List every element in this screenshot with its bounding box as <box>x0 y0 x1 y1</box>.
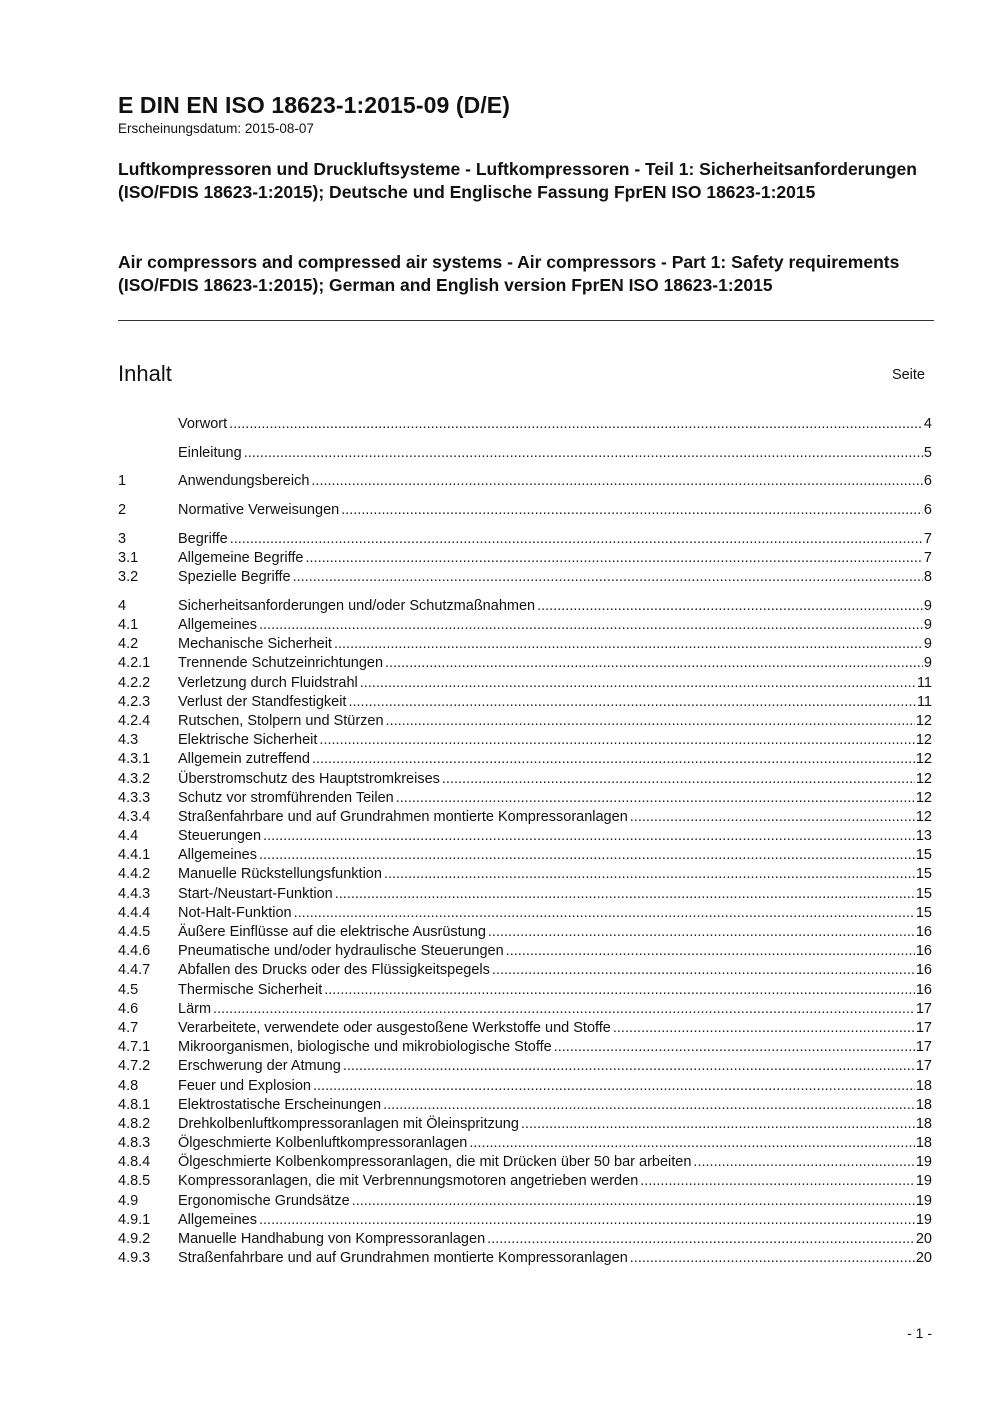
toc-dot-leader <box>442 770 915 789</box>
toc-dot-leader <box>229 415 923 434</box>
toc-entry[interactable] <box>118 693 932 712</box>
toc-entry-line <box>178 923 915 942</box>
toc-heading: Inhalt <box>118 361 172 386</box>
footer-page-number: - 1 - <box>907 1325 932 1341</box>
toc-entry-number: 4.4.7 <box>118 962 151 979</box>
toc-entry-page: 13 <box>915 828 932 845</box>
toc-entry-page: 4 <box>923 416 932 432</box>
toc-entry-title: Begriffe <box>178 530 228 547</box>
toc-entry-title: Trennende Schutzeinrichtungen <box>178 655 384 672</box>
toc-entry-title: Mikroorganismen, biologische und mikrobiologische Stoffe <box>178 1039 552 1056</box>
toc-entry-number: 4.5 <box>118 981 139 998</box>
toc-entry-number: 4.2 <box>118 636 139 653</box>
toc-entry[interactable] <box>118 597 932 616</box>
toc-entry-line <box>178 1230 915 1249</box>
toc-entry-page: 9 <box>923 655 932 672</box>
toc-entry-number: 2 <box>118 502 127 519</box>
toc-entry-title: Erschwerung der Atmung <box>178 1058 341 1075</box>
toc-entry-page: 16 <box>915 924 932 940</box>
toc-entry[interactable] <box>118 731 932 750</box>
toc-dot-leader <box>213 1000 915 1019</box>
toc-entry-page: 16 <box>915 981 932 998</box>
toc-entry-title: Manuelle Rückstellungsfunktion <box>178 866 382 883</box>
toc-entry-line <box>178 808 915 827</box>
toc-entry-number: 4.7.2 <box>118 1058 151 1075</box>
toc-entry-page: 18 <box>915 1096 932 1113</box>
toc-entry[interactable] <box>118 1249 932 1268</box>
toc-entry-number: 4.3.1 <box>118 751 151 768</box>
toc-entry-number: 4.3.4 <box>118 808 151 825</box>
toc-entry-number: 4.9.2 <box>118 1231 151 1247</box>
toc-entry-number: 4.2.3 <box>118 693 151 710</box>
toc-entry-page: 15 <box>915 885 932 902</box>
toc-entry-page: 16 <box>915 943 932 960</box>
toc-entry[interactable] <box>118 654 932 673</box>
toc-entry[interactable] <box>118 808 932 827</box>
toc-entry-number: 1 <box>118 473 127 490</box>
toc-entry-line <box>178 530 923 549</box>
toc-entry-title: Anwendungsbereich <box>178 473 310 490</box>
publication-date: Erscheinungsdatum: 2015-08-07 <box>118 121 314 136</box>
toc-entry-line <box>178 1211 915 1230</box>
toc-entry-title: Start-/Neustart-Funktion <box>178 885 333 902</box>
toc-dot-leader <box>263 827 915 846</box>
toc-entry[interactable] <box>118 846 932 865</box>
toc-entry-number: 4.2.1 <box>118 655 151 672</box>
toc-entry-number: 4.3.2 <box>118 770 151 787</box>
toc-entry-line <box>178 654 923 673</box>
toc-dot-leader <box>259 846 915 865</box>
toc-entry-line <box>178 885 915 904</box>
toc-entry[interactable] <box>118 1096 932 1115</box>
toc-entry-number: 4.4.4 <box>118 904 151 921</box>
toc-entry-number: 4.8.3 <box>118 1135 151 1152</box>
toc-entry-line <box>178 568 923 587</box>
toc-entry-page: 15 <box>915 904 932 921</box>
toc-dot-leader <box>259 616 923 635</box>
toc-entry-page: 12 <box>915 732 932 749</box>
toc-entry[interactable] <box>118 981 932 1000</box>
toc-dot-leader <box>640 1172 915 1191</box>
toc-entry-page: 19 <box>915 1211 932 1228</box>
toc-entry-title: Drehkolbenluftkompressoranlagen mit Öleinspritzung <box>178 1115 519 1132</box>
toc-entry-page: 5 <box>923 444 932 461</box>
toc-entry-line <box>178 1153 915 1172</box>
toc-entry-line <box>178 444 923 463</box>
toc-entry[interactable] <box>118 923 932 942</box>
toc-entry[interactable] <box>118 1230 932 1249</box>
toc-entry[interactable] <box>118 1038 932 1057</box>
toc-entry-title: Abfallen des Drucks oder des Flüssigkeitspegels <box>178 962 490 979</box>
toc-entry-number: 4.1 <box>118 617 139 633</box>
toc-entry-page: 7 <box>923 530 932 547</box>
toc-dot-leader <box>360 674 916 693</box>
toc-entry-page: 15 <box>915 847 932 864</box>
toc-entry-page: 11 <box>916 693 932 710</box>
toc-dot-leader <box>312 750 915 769</box>
toc-entry-title: Ölgeschmierte Kolbenluftkompressoranlagen <box>178 1135 468 1152</box>
toc-entry-title: Ergonomische Grundsätze <box>178 1192 350 1209</box>
toc-entry-title: Verarbeitete, verwendete oder ausgestoßene Werkstoffe und Stoffe <box>178 1019 611 1036</box>
table-of-contents <box>118 415 932 1268</box>
toc-entry[interactable] <box>118 415 932 434</box>
toc-entry-line <box>178 1077 915 1096</box>
toc-entry-title: Thermische Sicherheit <box>178 981 323 998</box>
toc-entry[interactable] <box>118 1019 932 1038</box>
toc-entry[interactable] <box>118 1115 932 1134</box>
toc-entry-number: 3 <box>118 530 127 547</box>
title-english: Air compressors and compressed air systems - Air compressors - Part 1: Safety requirements (ISO/FDIS 18623-1:2015); German and English version FprEN ISO 18623-1:2015 <box>118 252 900 295</box>
toc-entry-number: 4.8.1 <box>118 1096 151 1113</box>
toc-entry-line <box>178 789 915 808</box>
toc-entry-line <box>178 1038 915 1057</box>
toc-dot-leader <box>305 549 922 568</box>
toc-entry-line <box>178 1057 915 1076</box>
toc-entry-title: Äußere Einflüsse auf die elektrische Ausrüstung <box>178 924 486 940</box>
toc-entry-number: 4.4.6 <box>118 943 151 960</box>
toc-entry-line <box>178 1000 915 1019</box>
toc-entry-title: Allgemeines <box>178 617 257 633</box>
toc-entry-title: Kompressoranlagen, die mit Verbrennungsmotoren angetrieben werden <box>178 1173 639 1190</box>
toc-dot-leader <box>630 1249 915 1268</box>
toc-entry-title: Sicherheitsanforderungen und/oder Schutzmaßnahmen <box>178 597 536 614</box>
title-divider <box>118 320 934 321</box>
toc-entry[interactable] <box>118 1211 932 1230</box>
title-german: Luftkompressoren und Druckluftsysteme - Luftkompressoren - Teil 1: Sicherheitsanforderungen (ISO/FDIS 18623-1:2015); Deutsche und Englische Fassung FprEN ISO 18623-1:2015 <box>118 159 917 202</box>
toc-entry-page: 19 <box>915 1154 932 1171</box>
toc-entry-page: 15 <box>915 866 932 883</box>
toc-entry-line <box>178 549 923 568</box>
toc-entry-number: 4.3.3 <box>118 789 151 806</box>
toc-entry-line <box>178 1115 915 1134</box>
toc-entry-title: Rutschen, Stolpern und Stürzen <box>178 712 384 729</box>
toc-dot-leader <box>341 501 923 520</box>
toc-entry-line <box>178 942 915 961</box>
toc-page-column-label: Seite <box>891 367 925 383</box>
toc-entry-number: 4.7.1 <box>118 1039 151 1056</box>
toc-entry-page: 9 <box>923 597 932 614</box>
toc-entry[interactable] <box>118 827 932 846</box>
toc-entry-page: 8 <box>923 569 932 586</box>
toc-dot-leader <box>324 981 915 1000</box>
toc-entry-number: 4.7 <box>118 1019 139 1036</box>
toc-entry-page: 12 <box>915 808 932 825</box>
toc-dot-leader <box>469 1134 915 1153</box>
toc-entry[interactable] <box>118 789 932 808</box>
toc-dot-leader <box>343 1057 915 1076</box>
toc-entry[interactable] <box>118 472 932 491</box>
toc-entry-number: 4.9 <box>118 1192 139 1209</box>
toc-entry-line <box>178 635 923 654</box>
toc-dot-leader <box>396 789 915 808</box>
toc-entry-line <box>178 501 923 520</box>
toc-dot-leader <box>506 942 915 961</box>
toc-entry-line <box>178 827 915 846</box>
toc-entry-line <box>178 846 915 865</box>
toc-dot-leader <box>313 1077 915 1096</box>
toc-dot-leader <box>244 444 923 463</box>
toc-entry-line <box>178 1172 915 1191</box>
toc-entry-line <box>178 712 915 731</box>
toc-dot-leader <box>294 904 915 923</box>
toc-entry-page: 17 <box>915 1058 932 1075</box>
toc-entry-title: Ölgeschmierte Kolbenkompressoranlagen, die mit Drücken über 50 bar arbeiten <box>178 1154 692 1171</box>
toc-entry[interactable] <box>118 1000 932 1019</box>
toc-entry-number: 4.2.2 <box>118 674 151 691</box>
toc-entry-page: 18 <box>915 1115 932 1132</box>
toc-entry-line <box>178 981 915 1000</box>
toc-entry[interactable] <box>118 616 932 635</box>
toc-entry[interactable] <box>118 865 932 884</box>
toc-entry-number: 4.6 <box>118 1000 139 1017</box>
toc-entry-line <box>178 1249 915 1268</box>
toc-dot-leader <box>384 865 915 884</box>
toc-entry-line <box>178 693 916 712</box>
toc-entry-title: Allgemeine Begriffe <box>178 549 304 566</box>
toc-entry-number: 3.2 <box>118 569 139 586</box>
toc-entry[interactable] <box>118 961 932 980</box>
toc-dot-leader <box>311 472 923 491</box>
toc-entry-title: Allgemein zutreffend <box>178 751 310 768</box>
toc-entry-title: Elektrische Sicherheit <box>178 732 318 749</box>
toc-entry[interactable] <box>118 770 932 789</box>
toc-dot-leader <box>488 923 915 942</box>
toc-entry-number: 4.8.5 <box>118 1173 151 1190</box>
toc-entry[interactable] <box>118 1192 932 1211</box>
toc-entry-page: 7 <box>923 549 932 566</box>
toc-dot-leader <box>613 1019 915 1038</box>
toc-entry-page: 9 <box>923 617 932 633</box>
toc-entry-line <box>178 750 915 769</box>
toc-entry-title: Straßenfahrbare und auf Grundrahmen montierte Kompressoranlagen <box>178 1250 628 1267</box>
toc-dot-leader <box>554 1038 915 1057</box>
toc-entry[interactable] <box>118 1172 932 1191</box>
toc-entry-title: Einleitung <box>178 444 242 461</box>
toc-entry-line <box>178 1096 915 1115</box>
toc-dot-leader <box>319 731 914 750</box>
toc-entry[interactable] <box>118 904 932 923</box>
toc-entry-page: 17 <box>915 1000 932 1017</box>
toc-entry[interactable] <box>118 1134 932 1153</box>
toc-entry-page: 18 <box>915 1135 932 1152</box>
toc-dot-leader <box>383 1096 915 1115</box>
toc-entry[interactable] <box>118 444 932 463</box>
toc-entry-number: 4.8.2 <box>118 1115 151 1132</box>
toc-entry-page: 20 <box>915 1231 932 1247</box>
toc-entry-title: Feuer und Explosion <box>178 1077 311 1094</box>
toc-entry-line <box>178 865 915 884</box>
toc-dot-leader <box>259 1211 915 1230</box>
toc-entry-title: Spezielle Begriffe <box>178 569 291 586</box>
toc-entry-page: 19 <box>915 1173 932 1190</box>
toc-entry-title: Pneumatische und/oder hydraulische Steuerungen <box>178 943 504 960</box>
toc-entry[interactable] <box>118 750 932 769</box>
toc-entry-number: 4.8.4 <box>118 1154 151 1171</box>
toc-entry-line <box>178 674 916 693</box>
toc-dot-leader <box>352 1192 915 1211</box>
toc-entry-title: Mechanische Sicherheit <box>178 636 332 653</box>
toc-dot-leader <box>521 1115 915 1134</box>
toc-entry-title: Verletzung durch Fluidstrahl <box>178 674 358 691</box>
toc-entry-page: 12 <box>915 751 932 768</box>
toc-dot-leader <box>492 961 915 980</box>
toc-entry-number: 4.9.3 <box>118 1250 151 1267</box>
toc-entry[interactable] <box>118 712 932 731</box>
document-designation: E DIN EN ISO 18623-1:2015-09 (D/E) <box>118 92 511 118</box>
toc-dot-leader <box>487 1230 915 1249</box>
toc-entry-title: Straßenfahrbare und auf Grundrahmen montierte Kompressoranlagen <box>178 808 628 825</box>
toc-entry-page: 6 <box>923 502 932 519</box>
toc-entry-title: Verlust der Standfestigkeit <box>178 693 347 710</box>
toc-entry[interactable] <box>118 674 932 693</box>
toc-entry-title: Normative Verweisungen <box>178 502 340 519</box>
toc-dot-leader <box>630 808 915 827</box>
toc-entry-page: 18 <box>915 1077 932 1094</box>
toc-entry[interactable] <box>118 1057 932 1076</box>
toc-dot-leader <box>293 568 923 587</box>
toc-entry-line <box>178 731 915 750</box>
toc-entry[interactable] <box>118 530 932 549</box>
toc-entry[interactable] <box>118 549 932 568</box>
toc-entry-line <box>178 1192 915 1211</box>
toc-entry-page: 12 <box>915 770 932 787</box>
toc-entry[interactable] <box>118 1077 932 1096</box>
toc-entry-line <box>178 472 923 491</box>
toc-entry-page: 16 <box>915 962 932 979</box>
toc-dot-leader <box>537 597 923 616</box>
toc-entry-line <box>178 904 915 923</box>
toc-entry-number: 4 <box>118 597 127 614</box>
toc-entry[interactable] <box>118 885 932 904</box>
toc-entry-number: 4.4 <box>118 828 139 845</box>
toc-entry-title: Manuelle Handhabung von Kompressoranlagen <box>178 1231 486 1247</box>
toc-entry[interactable] <box>118 635 932 654</box>
toc-dot-leader <box>385 654 923 673</box>
toc-entry-line <box>178 1134 915 1153</box>
toc-entry-title: Überstromschutz des Hauptstromkreises <box>178 770 440 787</box>
toc-entry-page: 11 <box>916 674 932 691</box>
toc-entry-title: Allgemeines <box>178 1211 257 1228</box>
toc-entry-number: 4.4.3 <box>118 885 151 902</box>
toc-entry-title: Lärm <box>178 1000 212 1017</box>
toc-entry-line <box>178 616 923 635</box>
toc-entry-title: Schutz vor stromführenden Teilen <box>178 789 394 806</box>
toc-entry-title: Steuerungen <box>178 828 262 845</box>
toc-entry-page: 20 <box>915 1250 932 1267</box>
toc-entry-page: 17 <box>915 1019 932 1036</box>
toc-entry-page: 6 <box>923 473 932 490</box>
toc-dot-leader <box>335 885 915 904</box>
toc-entry-page: 9 <box>923 636 932 653</box>
toc-dot-leader <box>348 693 915 712</box>
toc-entry-page: 12 <box>915 712 932 729</box>
toc-entry-title: Elektrostatische Erscheinungen <box>178 1096 382 1113</box>
toc-entry-title: Allgemeines <box>178 847 257 864</box>
toc-dot-leader <box>334 635 923 654</box>
toc-entry-number: 3.1 <box>118 549 139 566</box>
toc-entry-number: 4.4.5 <box>118 924 151 940</box>
toc-entry-number: 4.4.1 <box>118 847 151 864</box>
toc-dot-leader <box>386 712 915 731</box>
toc-entry-line <box>178 415 923 434</box>
toc-entry-line <box>178 597 923 616</box>
toc-dot-leader <box>230 530 923 549</box>
toc-entry-number: 4.9.1 <box>118 1211 151 1228</box>
toc-entry-line <box>178 961 915 980</box>
toc-entry-title: Not-Halt-Funktion <box>178 904 292 921</box>
toc-entry-number: 4.3 <box>118 732 139 749</box>
toc-entry-page: 19 <box>915 1192 932 1209</box>
toc-entry-number: 4.2.4 <box>118 712 151 729</box>
toc-entry-number: 4.8 <box>118 1077 139 1094</box>
toc-entry-line <box>178 770 915 789</box>
toc-entry-page: 12 <box>915 789 932 806</box>
toc-entry-number: 4.4.2 <box>118 866 151 883</box>
toc-entry-title: Vorwort <box>178 416 228 432</box>
toc-entry-page: 17 <box>915 1039 932 1056</box>
toc-dot-leader <box>693 1153 914 1172</box>
toc-entry[interactable] <box>118 1153 932 1172</box>
toc-entry-line <box>178 1019 915 1038</box>
toc-entry[interactable] <box>118 942 932 961</box>
toc-entry[interactable] <box>118 568 932 587</box>
toc-entry[interactable] <box>118 501 932 520</box>
